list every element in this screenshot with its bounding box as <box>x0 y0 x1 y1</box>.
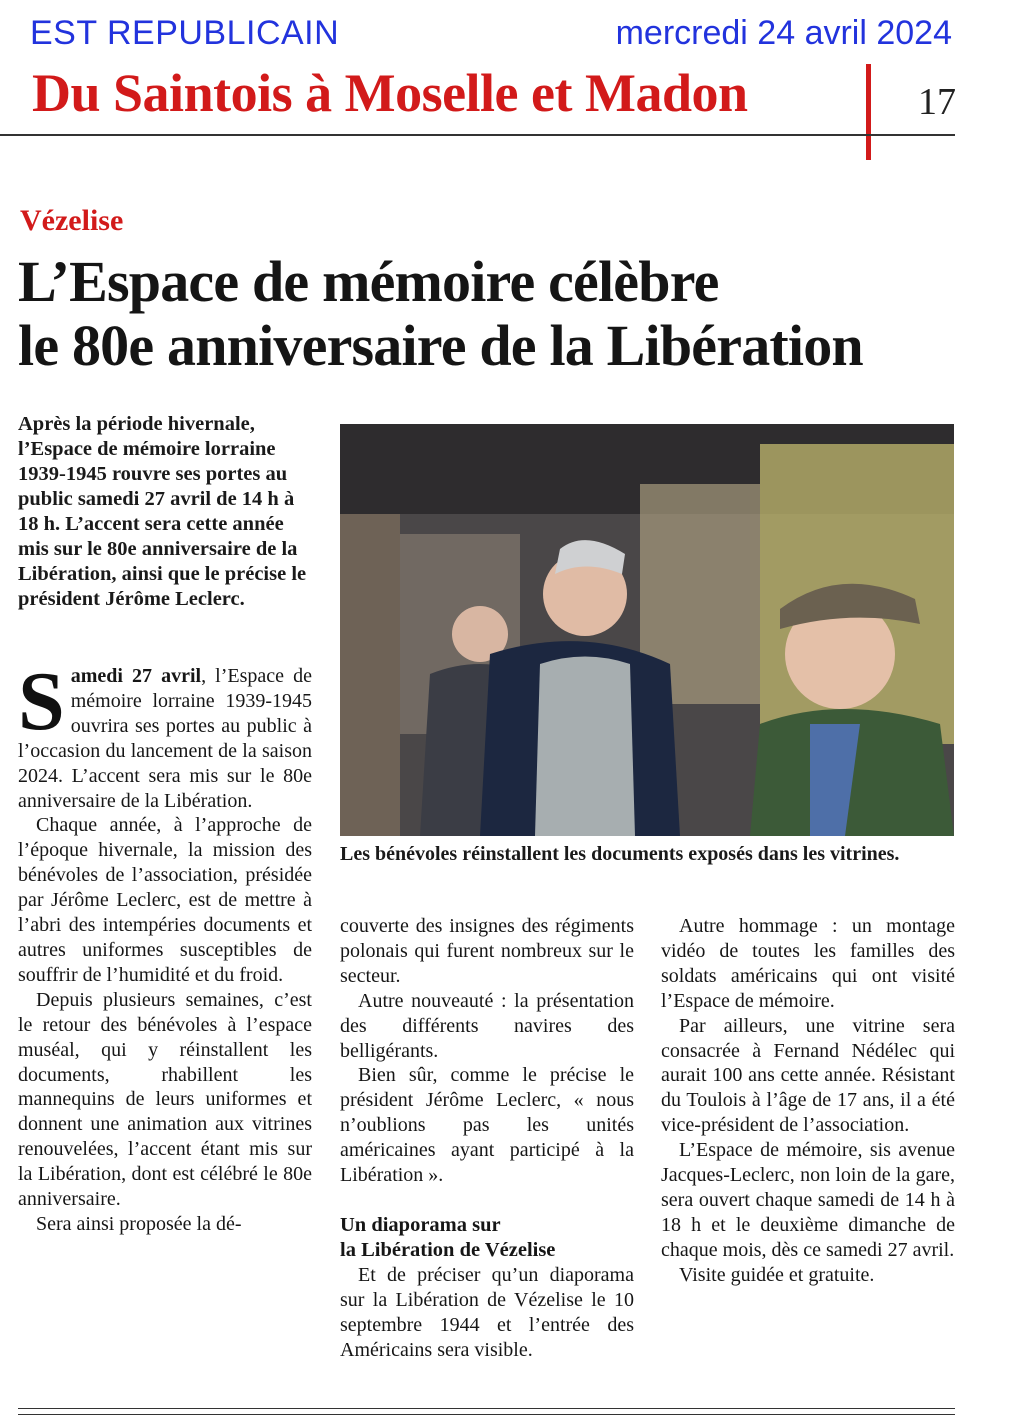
body-paragraph: Depuis plusieurs semaines, c’est le retour des bénévoles à l’espace muséal, qui y réinstallent les documents, rhabillent les mannequins de leurs uniformes et donnent une animation aux vitrines renouvelées, l’accent étant mis sur la Libération, dont est célébré le 80e anniversaire. <box>18 988 312 1211</box>
article-subheading <box>340 1213 634 1263</box>
body-paragraph: Et de préciser qu’un diaporama sur la Libération de Vézelise le 10 septembre 1944 et l’entrée des Américains sera visible. <box>340 1263 634 1361</box>
body-paragraph: Bien sûr, comme le précise le président Jérôme Leclerc, « nous n’oublions pas les unités américaines ayant participé à la Libération ». <box>340 1064 634 1187</box>
footer-rule <box>18 1414 955 1415</box>
lead-text: , l’Espace de mémoire lorraine 1939-1945 ouvrira ses portes au public à l’occasion du lancement de la saison 2024. L’accent sera mis sur le 80e anniversaire de la Libération. <box>18 665 312 812</box>
body-paragraph: Autre nouveauté : la présentation des différents navires des belligérants. <box>340 989 634 1062</box>
body-paragraph: couverte des insignes des régiments polonais qui furent nombreux sur le secteur. <box>340 915 634 987</box>
body-paragraph: Visite guidée et gratuite. <box>679 1263 875 1286</box>
article-photo <box>340 424 954 836</box>
section-title: Du Saintois à Moselle et Madon <box>32 63 748 123</box>
masthead-bar <box>30 14 952 54</box>
article-column-3 <box>661 914 955 1288</box>
body-paragraph: Par ailleurs, une vitrine sera consacrée à Fernand Nédélec qui aurait 100 ans cette année. Résistant du Toulois à l’âge de 17 ans, il a été vice-président de l’association. <box>661 1014 955 1137</box>
body-paragraph: Sera ainsi proposée la dé- <box>36 1212 242 1235</box>
section-divider <box>866 64 871 160</box>
headline-line-2: le 80e anniversaire de la Libération <box>18 313 863 378</box>
lead-bold: amedi 27 avril <box>70 665 202 687</box>
subheading-line-1: Un diaporama sur <box>340 1213 501 1236</box>
article-kicker: Vézelise <box>20 204 124 237</box>
body-paragraph: Chaque année, à l’approche de l’époque hivernale, la mission des bénévoles de l’association, présidée par Jérôme Leclerc, est de mettre à l’abri des intempéries documents et autres uniformes susceptibles de souffrir de l’humidité et du froid. <box>18 814 312 986</box>
lead-paragraph <box>18 655 312 813</box>
publication-date: mercredi 24 avril 2024 <box>615 14 952 52</box>
article-chapo: Après la période hivernale, l’Espace de mémoire lorraine 1939-1945 rouvre ses portes au public samedi 27 avril de 14 h à 18 h. L’accent sera cette année mis sur le 80e anniversaire de la Libération, ainsi que le précise le président Jérôme Leclerc. <box>18 413 307 610</box>
drop-cap: S <box>18 655 65 748</box>
body-paragraph: L’Espace de mémoire, sis avenue Jacques-Leclerc, non loin de la gare, sera ouvert chaque samedi de 14 h à 18 h et le deuxième dimanche de chaque mois, dès ce samedi 27 avril. <box>661 1139 955 1261</box>
header-rule <box>0 134 955 136</box>
newspaper-name: EST REPUBLICAIN <box>30 14 340 52</box>
article-column-1 <box>18 655 312 1237</box>
body-paragraph: Autre hommage : un montage vidéo de toutes les familles des soldats américains qui ont visité l’Espace de mémoire. <box>661 915 955 1012</box>
footer-rule <box>18 1408 955 1409</box>
volunteers-photo-illustration <box>340 424 954 836</box>
article-column-2 <box>340 914 634 1362</box>
photo-caption: Les bénévoles réinstallent les documents exposés dans les vitrines. <box>340 843 900 865</box>
page-number: 17 <box>918 81 956 123</box>
subheading-line-2: la Libération de Vézelise <box>340 1238 556 1261</box>
headline-line-1: L’Espace de mémoire célèbre <box>18 249 719 314</box>
article-headline <box>18 250 1008 378</box>
